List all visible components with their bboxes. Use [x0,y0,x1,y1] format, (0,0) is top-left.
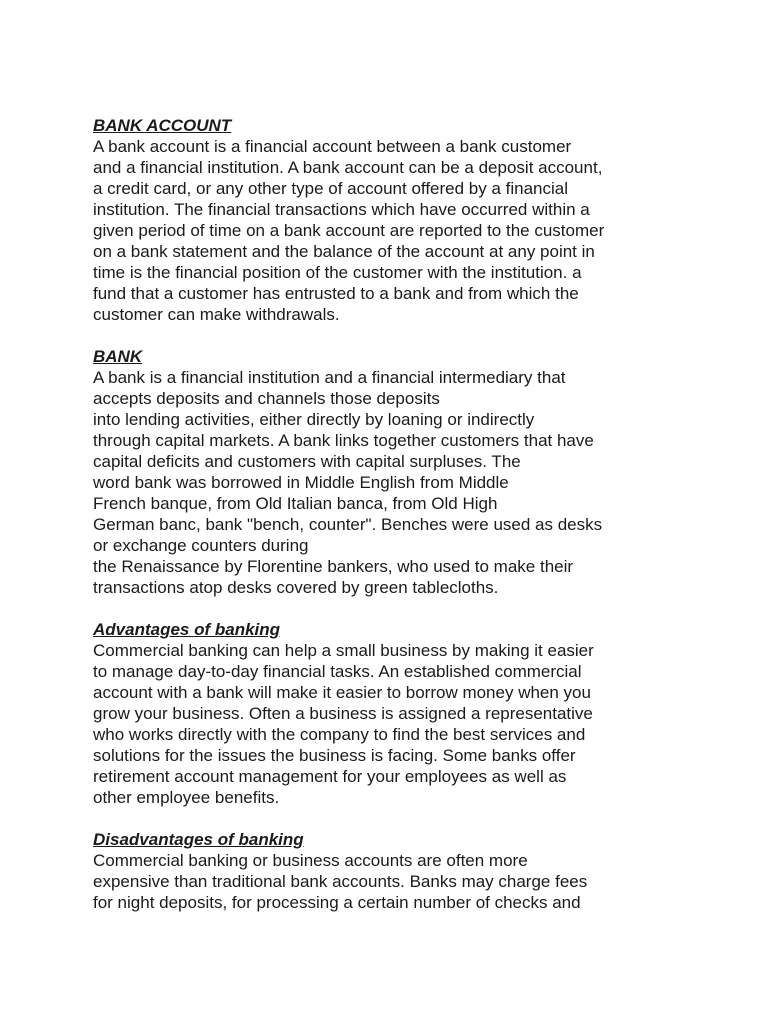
section-bank-account [93,115,693,325]
text-line: A bank is a financial institution and a financial intermediary that [93,368,566,387]
text-line: capital deficits and customers with capital surpluses. The [93,452,521,471]
text-line: A bank account is a financial account between a bank customer [93,137,572,156]
section-heading: BANK [93,347,143,366]
text-line: and a financial institution. A bank account can be a deposit account, [93,158,603,177]
text-line: for night deposits, for processing a certain number of checks and [93,893,581,912]
text-line: institution. The financial transactions which have occurred within a [93,200,590,219]
text-line: through capital markets. A bank links together customers that have [93,431,594,450]
text-line: Commercial banking or business accounts are often more [93,851,528,870]
text-line: to manage day-to-day financial tasks. An established commercial [93,662,582,681]
text-line: customer can make withdrawals. [93,305,340,324]
section-heading: Disadvantages of banking [93,830,304,849]
text-line: on a bank statement and the balance of the account at any point in [93,242,595,261]
text-line: the Renaissance by Florentine bankers, who used to make their [93,557,574,576]
text-line: word bank was borrowed in Middle English from Middle [93,473,509,492]
section-heading: BANK ACCOUNT [93,116,232,135]
text-line: account with a bank will make it easier to borrow money when you [93,683,591,702]
text-line: French banque, from Old Italian banca, from Old High [93,494,498,513]
section-heading: Advantages of banking [93,620,281,639]
text-line: German banc, bank "bench, counter". Benches were used as desks [93,515,603,534]
text-line: into lending activities, either directly by loaning or indirectly [93,410,535,429]
section-disadvantages [93,829,693,913]
text-line: retirement account management for your employees as well as [93,767,567,786]
section-bank [93,346,693,598]
text-line: transactions atop desks covered by green tablecloths. [93,578,499,597]
text-line: solutions for the issues the business is facing. Some banks offer [93,746,576,765]
text-line: a credit card, or any other type of account offered by a financial [93,179,569,198]
text-line: who works directly with the company to find the best services and [93,725,586,744]
text-line: given period of time on a bank account are reported to the customer [93,221,605,240]
text-line: fund that a customer has entrusted to a bank and from which the [93,284,579,303]
document-body [93,115,693,934]
text-line: accepts deposits and channels those deposits [93,389,440,408]
text-line: time is the financial position of the customer with the institution. a [93,263,582,282]
section-advantages [93,619,693,808]
text-line: or exchange counters during [93,536,309,555]
text-line: expensive than traditional bank accounts. Banks may charge fees [93,872,588,891]
text-line: other employee benefits. [93,788,280,807]
text-line: Commercial banking can help a small business by making it easier [93,641,594,660]
text-line: grow your business. Often a business is assigned a representative [93,704,593,723]
